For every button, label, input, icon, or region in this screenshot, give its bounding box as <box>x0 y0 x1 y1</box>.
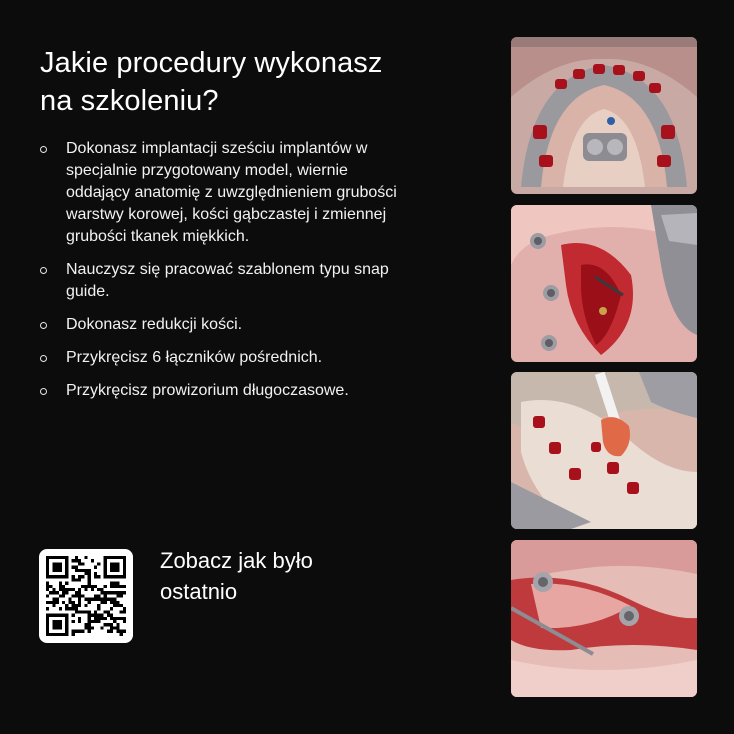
list-item-text: Nauczysz się pracować szablonem typu snap guide. <box>66 261 389 300</box>
list-item <box>40 380 460 402</box>
photo-implants-probe <box>511 540 697 697</box>
list-item <box>40 138 406 248</box>
title-line-1: Jakie procedury wykonasz <box>40 47 383 79</box>
list-item-text: Dokonasz redukcji kości. <box>66 316 243 333</box>
list-item <box>40 259 406 303</box>
photo-implants-screw <box>511 205 697 362</box>
cta-line-1: Zobacz jak było <box>160 548 313 573</box>
qr-code[interactable] <box>39 549 133 643</box>
list-item-text: Przykręcisz 6 łączników pośrednich. <box>66 349 323 366</box>
photo-bone-graft <box>511 372 697 529</box>
list-item-text: Dokonasz implantacji sześciu implantów w specjalnie przygotowany model, wiernie oddający anatomię z uwzględnieniem grubości warstwy korowej, kości gąbczastej i zmiennej grubości tkanek miękkich. <box>66 140 397 245</box>
bullet-icon <box>40 388 47 395</box>
list-item <box>40 314 460 336</box>
page-title <box>40 44 460 120</box>
bullet-icon <box>40 146 47 153</box>
procedures-list <box>40 138 460 413</box>
cta-line-2: ostatnio <box>160 579 238 604</box>
bullet-icon <box>40 322 47 329</box>
photo-guide-on-jaw <box>511 37 697 194</box>
bullet-icon <box>40 267 47 274</box>
cta-text[interactable] <box>160 545 380 607</box>
qr-pattern-icon <box>46 556 126 636</box>
list-item <box>40 347 460 369</box>
list-item-text: Przykręcisz prowizorium długoczasowe. <box>66 382 349 399</box>
bullet-icon <box>40 355 47 362</box>
title-line-2: na szkoleniu? <box>40 85 219 117</box>
